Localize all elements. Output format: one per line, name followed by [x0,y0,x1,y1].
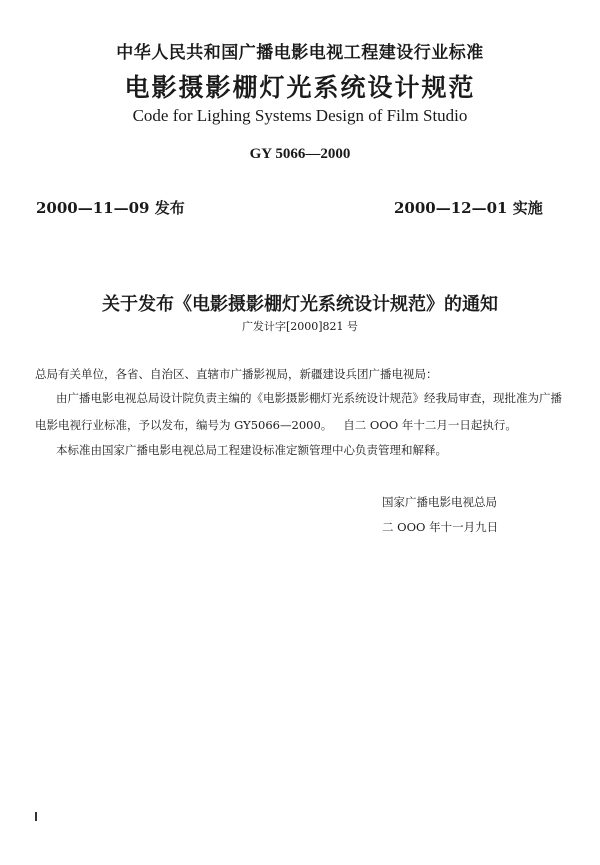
signature-date: 二 OOO 年十一月九日 [382,520,499,534]
notice-paragraph-1-line-2: 电影电视行业标准，予以发布，编号为 GY5066—2000。 自二 OOO 年十二月一日起执行。 [35,418,517,432]
standard-title-en: Code for Lighing Systems Design of Film Studio [132,106,468,125]
implement-date: 2000—12—01 实施 [394,199,543,217]
notice-paragraph-2: 本标准由国家广播电影电视总局工程建设标准定额管理中心负责管理和解释。 [56,443,447,457]
signature-organization: 国家广播电影电视总局 [382,495,497,509]
notice-addressee: 总局有关单位，各省、自治区、直辖市广播影视局，新疆建设兵团广播电视局： [35,367,438,381]
publish-date: 2000—11—09 发布 [36,199,185,217]
standard-number: GY 5066—2000 [249,146,351,162]
notice-title: 关于发布《电影摄影棚灯光系统设计规范》的通知 [102,294,498,315]
notice-reference: 广发计字[2000]821 号 [241,320,359,333]
notice-paragraph-1-line-1: 由广播电影电视总局设计院负责主编的《电影摄影棚灯光系统设计规范》经我局审查，现批准为广播 [56,391,562,405]
standard-title-zh: 电影摄影棚灯光系统设计规范 [124,73,476,102]
standard-category: 中华人民共和国广播电影电视工程建设行业标准 [116,43,484,63]
page-mark [35,812,37,821]
